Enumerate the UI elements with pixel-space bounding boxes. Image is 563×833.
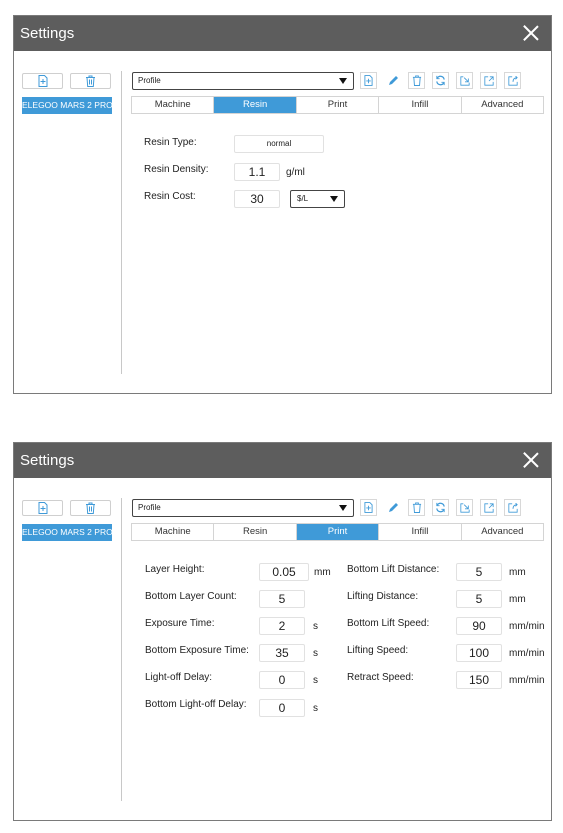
lifting-speed-unit: mm/min xyxy=(509,648,545,659)
add-file-icon xyxy=(38,75,48,87)
export-profile-button[interactable] xyxy=(480,499,497,516)
bottom-lift-speed-unit: mm/min xyxy=(509,621,545,632)
export-profile-button[interactable] xyxy=(480,72,497,89)
lifting-speed-label: Lifting Speed: xyxy=(347,645,409,656)
tab-print[interactable]: Print xyxy=(297,97,379,113)
chevron-down-icon xyxy=(339,78,347,84)
exposure-time-unit: s xyxy=(313,621,318,632)
bottom-light-off-delay-field[interactable]: 0 xyxy=(259,699,305,717)
bottom-lift-distance-unit: mm xyxy=(509,567,526,578)
bottom-lift-speed-field[interactable]: 90 xyxy=(456,617,502,635)
add-profile-button[interactable] xyxy=(360,499,377,516)
layer-height-label: Layer Height: xyxy=(145,564,205,575)
tab-machine[interactable]: Machine xyxy=(132,97,214,113)
lifting-speed-field[interactable]: 100 xyxy=(456,644,502,662)
refresh-icon xyxy=(435,502,446,513)
resin-density-field[interactable]: 1.1 xyxy=(234,163,280,181)
lifting-distance-field[interactable]: 5 xyxy=(456,590,502,608)
chevron-down-icon xyxy=(330,196,338,202)
title-bar xyxy=(14,443,551,478)
delete-machine-button[interactable] xyxy=(70,73,111,89)
add-machine-button[interactable] xyxy=(22,500,63,516)
trash-icon xyxy=(85,502,96,514)
bottom-lift-speed-label: Bottom Lift Speed: xyxy=(347,618,430,629)
pencil-icon xyxy=(387,502,399,514)
tab-print[interactable]: Print xyxy=(297,524,379,540)
add-file-icon xyxy=(364,502,373,513)
machine-toolbar xyxy=(22,73,122,89)
layer-height-unit: mm xyxy=(314,567,331,578)
export-icon xyxy=(484,76,494,86)
retract-speed-label: Retract Speed: xyxy=(347,672,414,683)
refresh-icon xyxy=(435,75,446,86)
import-profile-button[interactable] xyxy=(456,499,473,516)
bottom-exposure-time-label: Bottom Exposure Time: xyxy=(145,645,249,656)
sidebar-divider xyxy=(121,71,122,374)
add-file-icon xyxy=(38,502,48,514)
trash-icon xyxy=(412,75,422,86)
tab-infill[interactable]: Infill xyxy=(379,524,461,540)
pencil-icon xyxy=(387,75,399,87)
resin-type-label: Resin Type: xyxy=(144,137,197,148)
reset-profile-button[interactable] xyxy=(432,499,449,516)
add-file-icon xyxy=(364,75,373,86)
trash-icon xyxy=(85,75,96,87)
share-profile-button[interactable] xyxy=(504,72,521,89)
settings-window-resin xyxy=(13,15,552,394)
retract-speed-field[interactable]: 150 xyxy=(456,671,502,689)
profile-select[interactable] xyxy=(132,72,354,90)
share-profile-button[interactable] xyxy=(504,499,521,516)
profile-select-value: Profile xyxy=(138,503,161,512)
delete-machine-button[interactable] xyxy=(70,500,111,516)
title-bar xyxy=(14,16,551,51)
currency-select-value: $/L xyxy=(297,194,309,203)
profile-select-value: Profile xyxy=(138,76,161,85)
light-off-delay-label: Light-off Delay: xyxy=(145,672,213,683)
import-icon xyxy=(460,76,470,86)
lifting-distance-label: Lifting Distance: xyxy=(347,591,419,602)
bottom-exposure-time-unit: s xyxy=(313,648,318,659)
settings-tabs xyxy=(131,523,544,541)
tab-machine[interactable]: Machine xyxy=(132,524,214,540)
resin-cost-field[interactable]: 30 xyxy=(234,190,280,208)
bottom-light-off-delay-label: Bottom Light-off Delay: xyxy=(145,699,247,710)
retract-speed-unit: mm/min xyxy=(509,675,545,686)
window-title: Settings xyxy=(20,25,75,42)
add-profile-button[interactable] xyxy=(360,72,377,89)
delete-profile-button[interactable] xyxy=(408,72,425,89)
sidebar-divider xyxy=(121,498,122,801)
layer-height-field[interactable]: 0.05 xyxy=(259,563,309,581)
settings-window-print xyxy=(13,442,552,821)
tab-resin[interactable]: Resin xyxy=(214,97,296,113)
lifting-distance-unit: mm xyxy=(509,594,526,605)
exposure-time-label: Exposure Time: xyxy=(145,618,215,629)
window-title: Settings xyxy=(20,452,75,469)
share-icon xyxy=(508,76,518,86)
bottom-lift-distance-field[interactable]: 5 xyxy=(456,563,502,581)
rename-profile-button[interactable] xyxy=(384,499,401,516)
machine-list-item[interactable]: ELEGOO MARS 2 PRO xyxy=(22,524,112,541)
bottom-layer-count-label: Bottom Layer Count: xyxy=(145,591,237,602)
resin-cost-label: Resin Cost: xyxy=(144,191,196,202)
bottom-exposure-time-field[interactable]: 35 xyxy=(259,644,305,662)
profile-select[interactable] xyxy=(132,499,354,517)
import-profile-button[interactable] xyxy=(456,72,473,89)
tab-advanced[interactable]: Advanced xyxy=(481,526,524,537)
bottom-lift-distance-label: Bottom Lift Distance: xyxy=(347,564,440,575)
currency-select[interactable] xyxy=(290,190,345,208)
light-off-delay-field[interactable]: 0 xyxy=(259,671,305,689)
tab-infill[interactable]: Infill xyxy=(379,97,461,113)
share-icon xyxy=(508,503,518,513)
resin-density-unit: g/ml xyxy=(286,167,305,178)
delete-profile-button[interactable] xyxy=(408,499,425,516)
reset-profile-button[interactable] xyxy=(432,72,449,89)
rename-profile-button[interactable] xyxy=(384,72,401,89)
settings-tabs xyxy=(131,96,544,114)
close-icon[interactable] xyxy=(521,23,541,43)
resin-type-field[interactable]: normal xyxy=(234,135,324,153)
import-icon xyxy=(460,503,470,513)
trash-icon xyxy=(412,502,422,513)
machine-list-item[interactable]: ELEGOO MARS 2 PRO xyxy=(22,97,112,114)
chevron-down-icon xyxy=(339,505,347,511)
bottom-layer-count-field[interactable]: 5 xyxy=(259,590,305,608)
exposure-time-field[interactable]: 2 xyxy=(259,617,305,635)
tab-resin[interactable]: Resin xyxy=(214,524,296,540)
export-icon xyxy=(484,503,494,513)
tab-advanced[interactable]: Advanced xyxy=(481,99,524,110)
machine-toolbar xyxy=(22,500,122,516)
close-icon[interactable] xyxy=(521,450,541,470)
bottom-light-off-delay-unit: s xyxy=(313,703,318,714)
resin-density-label: Resin Density: xyxy=(144,164,209,175)
add-machine-button[interactable] xyxy=(22,73,63,89)
light-off-delay-unit: s xyxy=(313,675,318,686)
